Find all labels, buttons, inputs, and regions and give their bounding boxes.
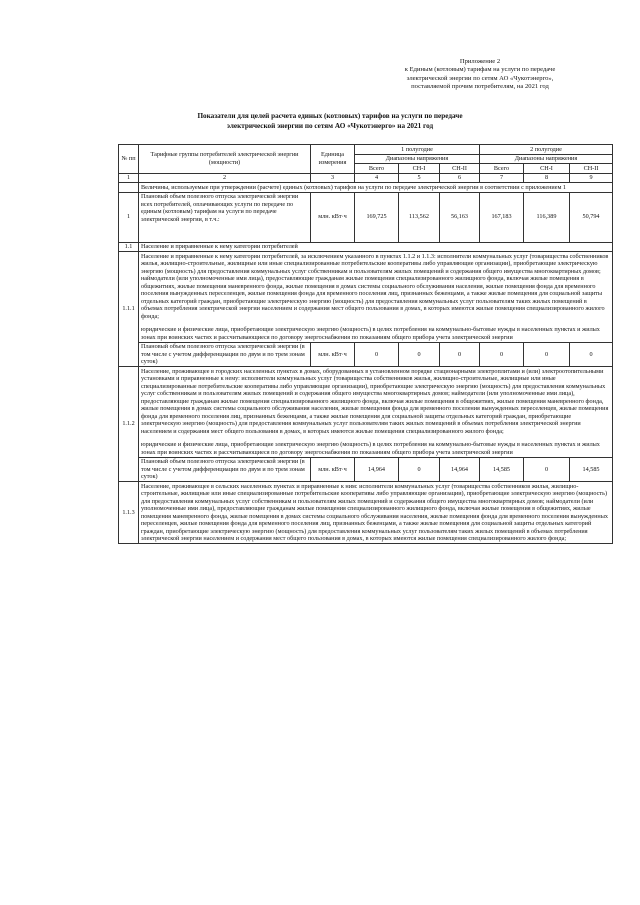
row-label: Население и приравненные к нему категории потребителей (139, 242, 613, 252)
document-title (120, 112, 540, 131)
appendix-line-1: Приложение 2 (459, 58, 501, 65)
header-sn2-2: СН-II (570, 164, 613, 174)
value-cell: 14,964 (440, 457, 480, 482)
section-header-text: Величины, используемые при утверждении (расчете) единых (котловых) тарифов на услуги по передаче электрической энергии в соответствии с приложением 1 (139, 183, 613, 193)
column-number: 9 (570, 173, 613, 183)
header-no: № пп (119, 145, 139, 174)
section-header-row (119, 183, 613, 193)
category-note: юридические и физические лица, приобретающие электрическую энергию (мощность) в целях потребления на коммунально-бытовые нужды в населенных пунктах и жилых зонах при воинских частях и рассчитывающиеся по договору энергоснабжения по показаниям общего прибора учета электрической энергии (141, 326, 600, 341)
header-half-1: 1 полугодие (355, 145, 480, 155)
appendix-note (360, 58, 600, 92)
title-line-1: Показатели для целей расчета единых (котловых) тарифов на услуги по передаче (197, 112, 463, 120)
header-group: Тарифные группы потребителей электрической энергии (мощности) (139, 145, 311, 174)
value-cell: 0 (524, 457, 570, 482)
value-cell: 14,585 (570, 457, 613, 482)
value-cell: 0 (355, 342, 399, 367)
value-cell: 50,794 (570, 192, 613, 242)
row-number: 1.1 (119, 242, 139, 252)
header-sn1-2: СН-I (524, 164, 570, 174)
appendix-line-4: поставляемой прочим потребителям, на 2021 год (411, 83, 549, 91)
column-number: 4 (355, 173, 399, 183)
appendix-line-2: к Единым (котловым) тарифам на услуги по передаче (404, 66, 556, 74)
header-total-1: Всего (355, 164, 399, 174)
column-number: 7 (480, 173, 524, 183)
table-header-row (119, 145, 613, 155)
value-cell: 14,585 (480, 457, 524, 482)
row-label: Плановый объем полезного отпуска электрической энергии (в том числе с учетом дифференциации по двум и по трем зонам суток) (139, 457, 311, 482)
value-cell: 0 (399, 342, 440, 367)
row-number: 1.1.1 (119, 252, 139, 367)
tariff-table (118, 144, 613, 544)
header-sn2-1: СН-II (440, 164, 480, 174)
row-number: 1.1.2 (119, 367, 139, 482)
category-description (139, 252, 613, 343)
column-number: 6 (440, 173, 480, 183)
value-cell: 0 (524, 342, 570, 367)
appendix-line-3: электрической энергии по сетям АО «Чукотэнерго», (406, 74, 554, 82)
value-cell: 56,163 (440, 192, 480, 242)
category-note: юридические и физические лица, приобретающие электрическую энергию (мощность) в целях потребления на коммунально-бытовые нужды в населенных пунктах и жилых зонах при воинских частях и рассчитывающиеся по договору энергоснабжения по показаниям общего прибора учета электрической энергии (141, 441, 600, 456)
value-cell: 0 (440, 342, 480, 367)
table-row (119, 482, 613, 544)
row-label: Плановый объем полезного отпуска электрической энергии всех потребителей, оплачивающих услуги по передаче по единым (котловым) тарифам на услуги по передаче электрической энергии, в т.ч.: (139, 192, 311, 242)
category-description (139, 482, 613, 544)
header-sn1-1: СН-I (399, 164, 440, 174)
row-unit: млн. кВт·ч (311, 457, 355, 482)
empty-cell (119, 183, 139, 193)
row-number: 1.1.3 (119, 482, 139, 544)
table-row (119, 242, 613, 252)
value-cell: 167,183 (480, 192, 524, 242)
table-row (119, 367, 613, 458)
category-description (139, 367, 613, 458)
category-text: Население и приравненные к нему категории потребителей, за исключением указанного в пунктах 1.1.2 и 1.1.3: исполнители коммунальных услуг (товарищества собственников жилья, жилищно-строительные, жилищные или иные специализированные потребительские кооперативы либо управляющие организации), приобретающие электрическую энергию (мощность) для предоставления коммунальных услуг собственникам и пользователям жилых помещений и содержания общего имущества многоквартирных домов; наймодатели (или уполномоченные ими лица), предоставляющие гражданам жилые помещения специализированного жилищного фонда, включая жилые помещения в общежитиях, жилые помещения маневренного фонда, жилые помещения в домах системы социального обслуживания населения, жилые помещения фонда для временного поселения вынужденных переселенцев, жилые помещения фонда для временного поселения лиц, признанных беженцами, а также жилые помещения для социальной защиты отдельных категорий граждан, приобретающие электрическую энергию (мощность) для предоставления коммунальных услуг пользователям таких жилых помещений в объемах потребления электрической энергии населением и содержания мест общего пользования в домах, в которых имеются жилые помещения специализированного жилого фонда; (141, 252, 609, 320)
table-row (119, 457, 613, 482)
table-row (119, 342, 613, 367)
value-cell: 0 (480, 342, 524, 367)
header-total-2: Всего (480, 164, 524, 174)
row-number: 1 (119, 192, 139, 242)
row-unit: млн. кВт·ч (311, 192, 355, 242)
column-number: 5 (399, 173, 440, 183)
header-half-2: 2 полугодие (480, 145, 613, 155)
category-text: Население, проживающее в городских населенных пунктах в домах, оборудованных в установленном порядке стационарными электроплитами и (или) электроотопительными установками и приравненные к нему: исполнители коммунальных услуг (товарищества собственников жилья, жилищно-строительные, жилищные или иные специализированные потребительские кооперативы либо управляющие организации), приобретающие электрическую энергию (мощность) для предоставления коммунальных услуг собственникам и пользователям жилых помещений и содержания общего имущества многоквартирных домов; наймодатели (или уполномоченные ими лица), предоставляющие гражданам жилые помещения специализированного жилищного фонда, включая жилые помещения в общежитиях, жилые помещения маневренного фонда, жилые помещения в домах системы социального обслуживания населения, жилые помещения фонда для временного поселения вынужденных переселенцев, жилые помещения фонда для временного поселения лиц, признанных беженцами, а также жилые помещения для социальной защиты отдельных категорий граждан, приобретающие электрическую энергию (мощность) для предоставления коммунальных услуг пользователям таких жилых помещений в объемах потребления электрической энергии населением и содержания мест общего пользования в домах, в которых имеются жилые помещения специализированного жилого фонда; (141, 367, 609, 435)
value-cell: 113,562 (399, 192, 440, 242)
header-ranges-2: Диапазоны напряжения (480, 154, 613, 164)
value-cell: 116,389 (524, 192, 570, 242)
table-row (119, 192, 613, 242)
row-label: Плановый объем полезного отпуска электрической энергии (в том числе с учетом дифференциации по двум и по трем зонам суток) (139, 342, 311, 367)
value-cell: 169,725 (355, 192, 399, 242)
column-number: 2 (139, 173, 311, 183)
column-number-row (119, 173, 613, 183)
header-unit: Единица измерения (311, 145, 355, 174)
table-row (119, 252, 613, 343)
value-cell: 14,964 (355, 457, 399, 482)
row-unit: млн. кВт·ч (311, 342, 355, 367)
column-number: 1 (119, 173, 139, 183)
header-ranges-1: Диапазоны напряжения (355, 154, 480, 164)
title-line-2: электрической энергии по сетям АО «Чукотэнерго» на 2021 год (226, 121, 434, 130)
category-text: Население, проживающее в сельских населенных пунктах и приравненные к ним: исполнители коммунальных услуг (товарищества собственников жилья, жилищно-строительные, жилищные или иные специализированные потребительские кооперативы либо управляющие организации), приобретающие электрическую энергию (мощность) для предоставления коммунальных услуг собственникам и пользователям жилых помещений и содержания общего имущества многоквартирных домов; наймодатели (или уполномоченные ими лица), предоставляющие гражданам жилые помещения специализированного жилищного фонда, включая жилые помещения в общежитиях, жилые помещения маневренного фонда, жилые помещения в домах системы социального обслуживания населения, жилые помещения фонда для временного поселения вынужденных переселенцев, жилые помещения фонда для временного поселения лиц, признанных беженцами, а также жилые помещения для социальной защиты отдельных категорий граждан, приобретающие электрическую энергию (мощность) для предоставления коммунальных услуг пользователям таких жилых помещений в объемах потребления электрической энергии населением и содержания мест общего пользования в домах, в которых имеются жилые помещения специализированного жилого фонда; (141, 482, 608, 542)
column-number: 8 (524, 173, 570, 183)
value-cell: 0 (570, 342, 613, 367)
column-number: 3 (311, 173, 355, 183)
value-cell: 0 (399, 457, 440, 482)
